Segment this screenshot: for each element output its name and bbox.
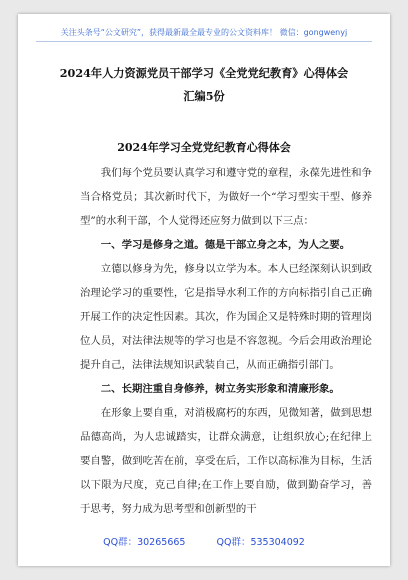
paragraph-point-2: 在形象上要自重，对消极腐朽的东西，见微知著，做到思想品德高尚，为人忠诚踏实，让群众满意，让组织放心;在纪律上要自警，做到吃苦在前，享受在后，工作以高标准为目标，生活以下限为尺度，克己自律;在工作上要自励，做到勤奋学习，善于思考，努力成为思考型和创新型的干 [80,407,372,515]
footer-qq-group-2: QQ群：535304092 [216,537,305,548]
footer-qq-group-1: QQ群：30265665 [103,537,186,548]
document-page [18,14,390,566]
header-divider [36,41,372,42]
document-title-line-1: 2024年人力资源党员干部学习《全党党纪教育》心得体会 [59,66,349,80]
point-heading-1: 一、学习是修身之道。德是干部立身之本，为人之要。 [100,239,351,251]
paragraph-point-1: 立德以修身为先，修身以立学为本。本人已经深刻认识到政治理论学习的重要性，它是指导水利工作的方向标指引自己正确开展工作的决定性因素。其次，作为国企又是特殊时期的管理岗位人员，对法律法规等的学习也是不容忽视。今后会用政治理论提升自己，法律法规知识武装自己，从而正确指引部门。 [80,263,372,371]
document-title-line-2: 汇编5份 [183,89,225,103]
header-banner [18,27,390,38]
document-title [36,62,372,108]
footer-contact [18,534,390,548]
banner-text: 关注头条号“公文研究”，获得最新最全最专业的公文资料库！ 微信：gongwenyj [60,28,348,37]
point-heading-2: 二、长期注重自身修养，树立务实形象和清廉形象。 [100,383,340,395]
body-text [80,161,372,521]
section-heading: 2024年学习全党党纪教育心得体会 [117,141,291,154]
paragraph-intro: 我们每个党员要认真学习和遵守党的章程，永葆先进性和争当合格党员；其次新时代下，为做好一个“学习型实干型、修养型”的水利干部，个人觉得还应努力做到以下三点： [80,167,372,227]
